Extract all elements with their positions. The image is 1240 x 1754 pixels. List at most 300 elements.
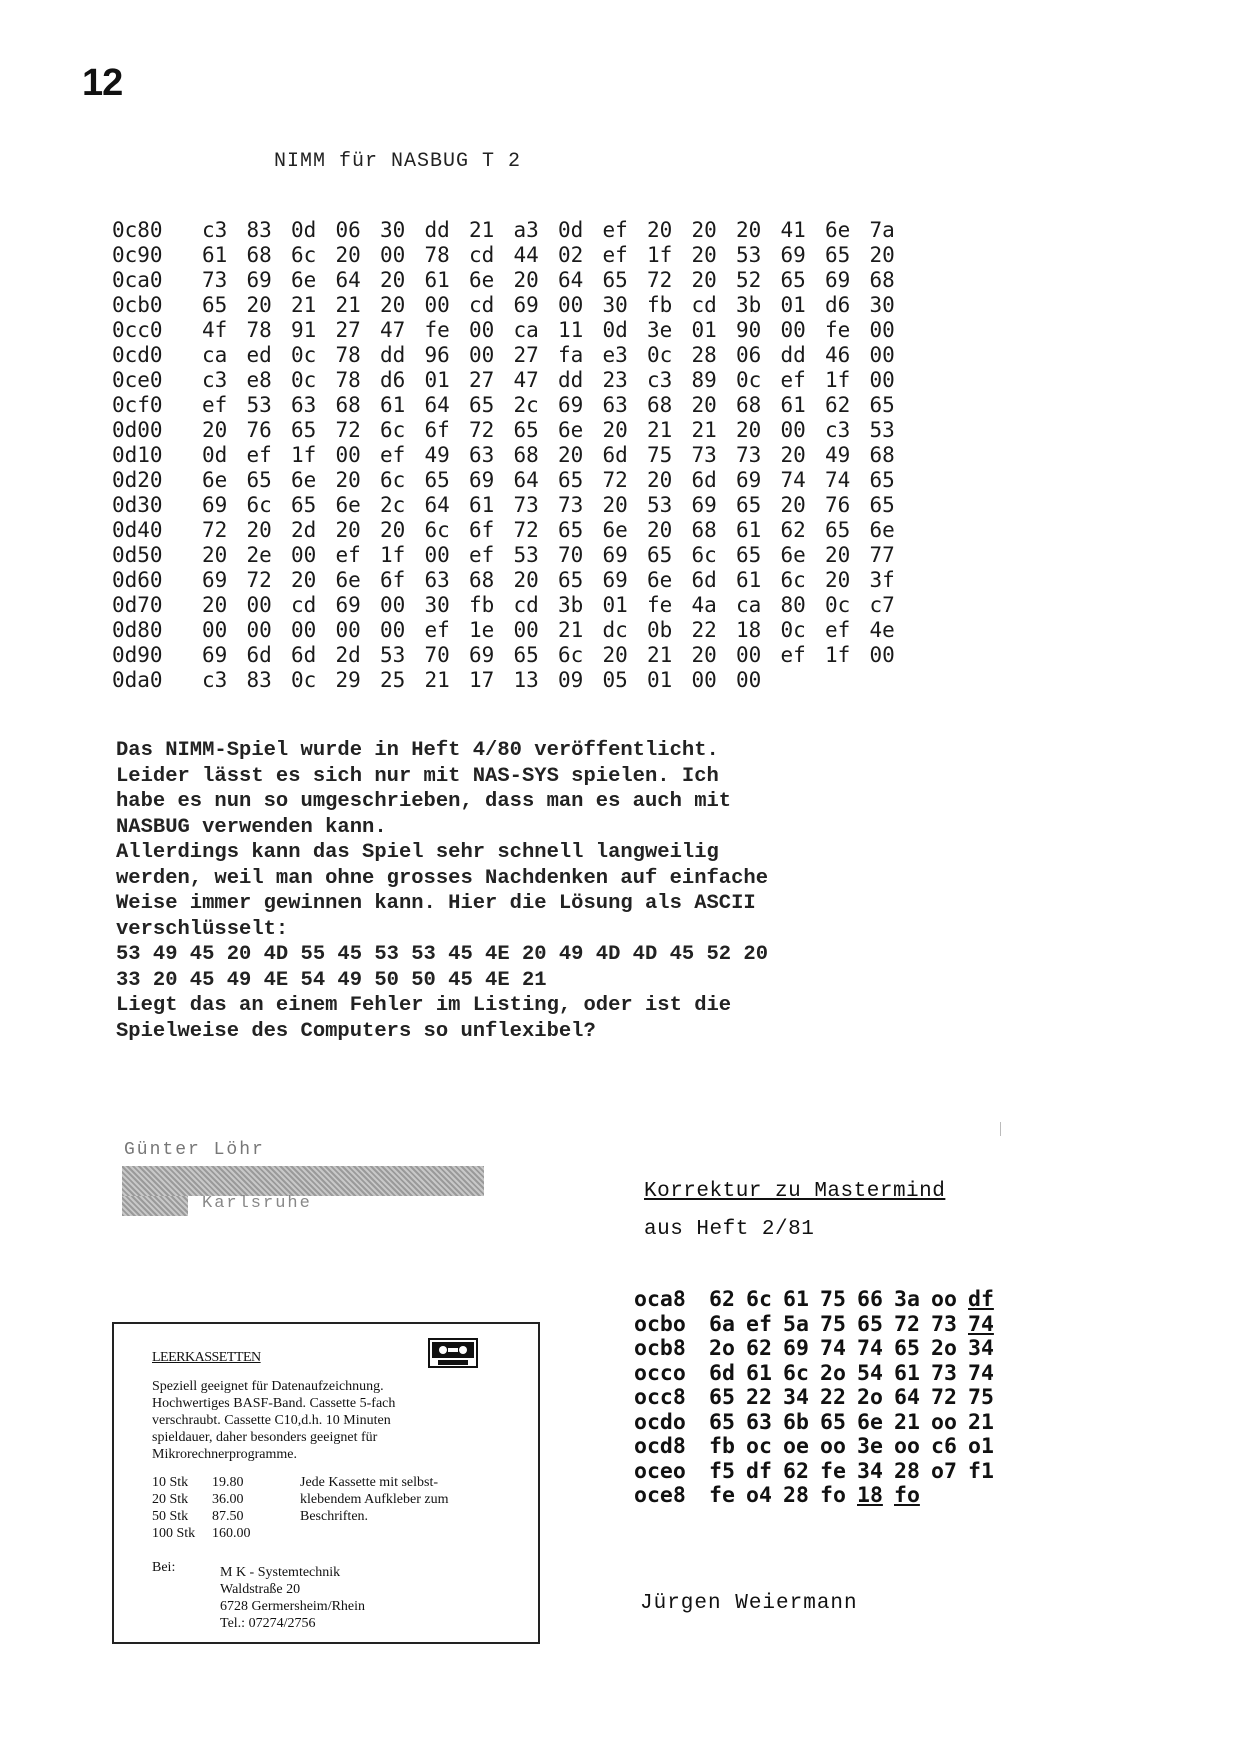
hex-byte: 20 bbox=[691, 268, 717, 292]
mastermind-subtitle: aus Heft 2/81 bbox=[644, 1218, 815, 1241]
ad-desc-line: verschraubt. Cassette C10,d.h. 10 Minuten bbox=[152, 1413, 391, 1428]
hex-byte: 78 bbox=[335, 343, 361, 367]
hex-byte: 70 bbox=[424, 643, 450, 667]
hex-byte: 69 bbox=[825, 268, 851, 292]
hex-byte: 64 bbox=[335, 268, 361, 292]
korr-byte: 75 bbox=[968, 1385, 994, 1410]
hex-byte: 6d bbox=[691, 568, 717, 592]
price-value: 87.50 bbox=[212, 1509, 244, 1524]
hex-byte: 65 bbox=[780, 268, 806, 292]
korr-row bbox=[634, 1435, 1005, 1460]
hex-byte: 20 bbox=[647, 518, 673, 542]
hex-row bbox=[112, 393, 914, 418]
korr-byte: oo bbox=[820, 1434, 846, 1459]
hex-byte: 0c bbox=[825, 593, 851, 617]
hex-byte: 6c bbox=[380, 418, 406, 442]
hex-byte: 6c bbox=[246, 493, 272, 517]
hex-byte: 09 bbox=[558, 668, 584, 692]
hex-address: 0d70 bbox=[112, 593, 163, 617]
hex-byte: 00 bbox=[736, 643, 762, 667]
hex-byte: 6c bbox=[380, 468, 406, 492]
hex-byte: 62 bbox=[780, 518, 806, 542]
hex-row bbox=[112, 318, 914, 343]
hex-byte: 0d bbox=[602, 318, 628, 342]
hex-byte: 65 bbox=[558, 568, 584, 592]
hex-address: 0d80 bbox=[112, 618, 163, 642]
hex-byte: 61 bbox=[380, 393, 406, 417]
hex-byte: 78 bbox=[424, 243, 450, 267]
price-row bbox=[152, 1474, 272, 1491]
hex-byte: 80 bbox=[780, 593, 806, 617]
ad-address-line: M K - Systemtechnik bbox=[220, 1565, 341, 1580]
korr-byte: 2o bbox=[857, 1385, 883, 1410]
hex-byte: 01 bbox=[602, 593, 628, 617]
text-line: Spielweise des Computers so unflexibel? bbox=[116, 1019, 596, 1043]
hex-byte: 2d bbox=[335, 643, 361, 667]
hex-byte: 72 bbox=[246, 568, 272, 592]
hex-byte: 20 bbox=[780, 493, 806, 517]
text-line: 33 20 45 49 4E 54 49 50 50 45 4E 21 bbox=[116, 968, 547, 992]
hex-byte: 27 bbox=[335, 318, 361, 342]
hex-byte: 20 bbox=[869, 243, 895, 267]
hex-byte: dd bbox=[424, 218, 450, 242]
hex-row bbox=[112, 593, 914, 618]
hex-byte: 61 bbox=[469, 493, 495, 517]
hex-byte: 3f bbox=[869, 568, 895, 592]
hex-byte: 73 bbox=[691, 443, 717, 467]
hex-byte: 61 bbox=[424, 268, 450, 292]
hex-byte: 11 bbox=[558, 318, 584, 342]
hex-byte: 68 bbox=[736, 393, 762, 417]
hex-byte: 21 bbox=[291, 293, 317, 317]
korr-byte: 61 bbox=[746, 1360, 772, 1386]
hex-byte: 53 bbox=[380, 643, 406, 667]
ad-address-line: Waldstraße 20 bbox=[220, 1582, 301, 1597]
korr-byte: f1 bbox=[968, 1458, 994, 1484]
korr-byte: 22 bbox=[820, 1385, 846, 1410]
korr-byte: 74 bbox=[968, 1311, 994, 1337]
hex-byte: 68 bbox=[869, 268, 895, 292]
hex-byte: 47 bbox=[513, 368, 539, 392]
hex-byte: 00 bbox=[869, 343, 895, 367]
korr-byte: fe bbox=[820, 1458, 846, 1484]
hex-row bbox=[112, 468, 914, 493]
hex-byte: 65 bbox=[558, 518, 584, 542]
korr-address: oca8 bbox=[634, 1287, 686, 1312]
ad-address bbox=[220, 1564, 365, 1632]
hex-byte: 69 bbox=[202, 493, 228, 517]
hex-address: 0c80 bbox=[112, 218, 163, 242]
hex-byte: ca bbox=[736, 593, 762, 617]
hex-byte: 00 bbox=[513, 618, 539, 642]
hex-byte: 20 bbox=[647, 218, 673, 242]
hex-byte: 20 bbox=[691, 643, 717, 667]
hex-byte: 0c bbox=[291, 668, 317, 692]
hex-byte: 73 bbox=[202, 268, 228, 292]
hex-byte: c3 bbox=[825, 418, 851, 442]
hex-byte: 00 bbox=[291, 543, 317, 567]
hex-byte: 00 bbox=[469, 318, 495, 342]
hex-byte: 00 bbox=[380, 593, 406, 617]
hex-byte: 1f bbox=[647, 243, 673, 267]
price-value: 19.80 bbox=[212, 1475, 244, 1490]
hex-byte: 0d bbox=[202, 443, 228, 467]
korr-byte: 74 bbox=[968, 1360, 994, 1386]
hex-byte: 69 bbox=[602, 543, 628, 567]
hex-byte: 20 bbox=[691, 243, 717, 267]
mastermind-hex-listing bbox=[634, 1288, 1005, 1509]
hex-byte: 29 bbox=[335, 668, 361, 692]
hex-byte: 69 bbox=[469, 643, 495, 667]
hex-byte: 6f bbox=[469, 518, 495, 542]
hex-byte: 47 bbox=[380, 318, 406, 342]
hex-byte: 68 bbox=[246, 243, 272, 267]
hex-byte: 6e bbox=[558, 418, 584, 442]
korr-byte: 61 bbox=[783, 1287, 809, 1312]
hex-byte: fe bbox=[424, 318, 450, 342]
hex-byte: 3e bbox=[647, 318, 673, 342]
hex-byte: ca bbox=[513, 318, 539, 342]
hex-byte: 00 bbox=[246, 593, 272, 617]
hex-byte: 61 bbox=[202, 243, 228, 267]
korr-byte: 72 bbox=[931, 1385, 957, 1410]
hex-byte: 73 bbox=[513, 493, 539, 517]
hex-byte: 05 bbox=[602, 668, 628, 692]
hex-byte: cd bbox=[691, 293, 717, 317]
hex-byte: 65 bbox=[647, 543, 673, 567]
hex-byte: 65 bbox=[291, 418, 317, 442]
hex-address: 0c90 bbox=[112, 243, 163, 267]
price-qty: 20 Stk bbox=[152, 1492, 189, 1507]
hex-byte: 20 bbox=[335, 468, 361, 492]
korr-byte: 65 bbox=[894, 1336, 920, 1361]
korr-byte: 62 bbox=[783, 1458, 809, 1484]
hex-byte: 52 bbox=[736, 268, 762, 292]
hex-row bbox=[112, 568, 914, 593]
korr-byte: 65 bbox=[857, 1311, 883, 1337]
korr-byte: oo bbox=[894, 1434, 920, 1459]
hex-byte: 90 bbox=[736, 318, 762, 342]
ad-description bbox=[152, 1378, 532, 1463]
korr-byte: 75 bbox=[820, 1287, 846, 1312]
hex-byte: 21 bbox=[558, 618, 584, 642]
ad-note bbox=[300, 1474, 449, 1525]
korr-row bbox=[634, 1386, 1005, 1411]
hex-address: 0cc0 bbox=[112, 318, 163, 342]
hex-byte: e8 bbox=[246, 368, 272, 392]
hex-byte: 65 bbox=[291, 493, 317, 517]
hex-byte: cd bbox=[291, 593, 317, 617]
hex-byte: 69 bbox=[202, 568, 228, 592]
korr-byte: 73 bbox=[931, 1311, 957, 1337]
hex-byte: 27 bbox=[469, 368, 495, 392]
text-line: Leider lässt es sich nur mit NAS-SYS spielen. Ich bbox=[116, 764, 719, 788]
korr-byte: 62 bbox=[746, 1336, 772, 1361]
nimm-title: NIMM für NASBUG T 2 bbox=[274, 150, 522, 173]
hex-byte: d6 bbox=[825, 293, 851, 317]
hex-byte: 74 bbox=[825, 468, 851, 492]
mastermind-title: Korrektur zu Mastermind bbox=[644, 1180, 946, 1203]
korr-byte: o4 bbox=[746, 1483, 772, 1508]
korr-byte: c6 bbox=[931, 1434, 957, 1459]
hex-byte: ef bbox=[780, 643, 806, 667]
hex-row bbox=[112, 543, 914, 568]
price-value: 36.00 bbox=[212, 1492, 244, 1507]
hex-byte: 20 bbox=[736, 218, 762, 242]
hex-byte: 6e bbox=[291, 268, 317, 292]
hex-byte: 65 bbox=[869, 393, 895, 417]
hex-byte: 20 bbox=[513, 268, 539, 292]
hex-byte: ef bbox=[335, 543, 361, 567]
hex-address: 0d40 bbox=[112, 518, 163, 542]
hex-byte: 75 bbox=[647, 443, 673, 467]
redaction-bar bbox=[122, 1166, 484, 1196]
hex-byte: 20 bbox=[647, 468, 673, 492]
korr-byte: 72 bbox=[894, 1311, 920, 1337]
hex-byte: 83 bbox=[246, 668, 272, 692]
hex-byte: ca bbox=[202, 343, 228, 367]
korr-byte: o1 bbox=[968, 1434, 994, 1459]
korr-byte: df bbox=[746, 1458, 772, 1484]
hex-byte: 69 bbox=[202, 643, 228, 667]
hex-byte: 6d bbox=[246, 643, 272, 667]
hex-byte: 20 bbox=[825, 543, 851, 567]
hex-byte: 21 bbox=[647, 418, 673, 442]
hex-address: 0cd0 bbox=[112, 343, 163, 367]
hex-byte: c3 bbox=[202, 368, 228, 392]
hex-byte: ef bbox=[825, 618, 851, 642]
korr-byte: 61 bbox=[894, 1360, 920, 1386]
hex-byte: 13 bbox=[513, 668, 539, 692]
hex-byte: 64 bbox=[513, 468, 539, 492]
korr-address: oceo bbox=[634, 1458, 686, 1484]
hex-byte: 53 bbox=[513, 543, 539, 567]
hex-byte: 69 bbox=[558, 393, 584, 417]
hex-byte: 00 bbox=[291, 618, 317, 642]
hex-byte: ef bbox=[380, 443, 406, 467]
hex-byte: 68 bbox=[335, 393, 361, 417]
hex-byte: 89 bbox=[691, 368, 717, 392]
hex-byte: 65 bbox=[246, 468, 272, 492]
korr-address: occo bbox=[634, 1360, 686, 1386]
hex-byte: 00 bbox=[424, 293, 450, 317]
nimm-author-city: Karlsruhe bbox=[202, 1194, 312, 1213]
hex-byte: 6e bbox=[291, 468, 317, 492]
hex-byte: dd bbox=[558, 368, 584, 392]
korr-byte: fo bbox=[894, 1483, 920, 1508]
hex-byte: 20 bbox=[602, 643, 628, 667]
hex-byte: 1f bbox=[825, 368, 851, 392]
hex-row bbox=[112, 243, 914, 268]
korr-byte: 64 bbox=[894, 1385, 920, 1410]
korr-byte: oo bbox=[931, 1287, 957, 1312]
hex-byte: 0c bbox=[736, 368, 762, 392]
hex-byte: a3 bbox=[513, 218, 539, 242]
hex-byte: 69 bbox=[602, 568, 628, 592]
ad-title: LEERKASSETTEN bbox=[152, 1350, 261, 1365]
hex-byte: 6c bbox=[558, 643, 584, 667]
hex-byte: ef bbox=[246, 443, 272, 467]
hex-byte: 44 bbox=[513, 243, 539, 267]
korr-byte: 28 bbox=[894, 1458, 920, 1484]
nimm-author-name: Günter Löhr bbox=[124, 1140, 265, 1160]
korr-byte: oo bbox=[931, 1409, 957, 1435]
hex-byte: 00 bbox=[558, 293, 584, 317]
hex-row bbox=[112, 493, 914, 518]
hex-byte: 6d bbox=[691, 468, 717, 492]
hex-byte: 53 bbox=[736, 243, 762, 267]
hex-byte: 53 bbox=[869, 418, 895, 442]
hex-byte: 20 bbox=[691, 218, 717, 242]
hex-byte: 4a bbox=[691, 593, 717, 617]
hex-byte: cd bbox=[513, 593, 539, 617]
hex-byte: 00 bbox=[736, 668, 762, 692]
hex-byte: 96 bbox=[424, 343, 450, 367]
hex-byte: 77 bbox=[869, 543, 895, 567]
hex-byte: 69 bbox=[469, 468, 495, 492]
hex-address: 0cb0 bbox=[112, 293, 163, 317]
hex-byte: 00 bbox=[869, 643, 895, 667]
korr-byte: 74 bbox=[820, 1336, 846, 1361]
hex-byte: 20 bbox=[825, 568, 851, 592]
hex-byte: 00 bbox=[780, 318, 806, 342]
hex-byte: dc bbox=[602, 618, 628, 642]
korr-byte: 75 bbox=[820, 1311, 846, 1337]
hex-byte: 49 bbox=[825, 443, 851, 467]
hex-byte: 6c bbox=[291, 243, 317, 267]
ad-desc-line: Speziell geeignet für Datenaufzeichnung. bbox=[152, 1379, 384, 1394]
korr-byte: fb bbox=[709, 1434, 735, 1459]
hex-byte: 21 bbox=[647, 643, 673, 667]
hex-byte: ef bbox=[780, 368, 806, 392]
hex-address: 0d10 bbox=[112, 443, 163, 467]
hex-row bbox=[112, 618, 914, 643]
hex-byte: 6e bbox=[647, 568, 673, 592]
hex-byte: dd bbox=[780, 343, 806, 367]
hex-byte: 06 bbox=[335, 218, 361, 242]
hex-byte: 65 bbox=[825, 243, 851, 267]
hex-byte: 70 bbox=[558, 543, 584, 567]
hex-byte: 1f bbox=[825, 643, 851, 667]
hex-byte: 78 bbox=[335, 368, 361, 392]
hex-byte: 65 bbox=[602, 268, 628, 292]
hex-row bbox=[112, 518, 914, 543]
cassette-icon bbox=[428, 1338, 478, 1368]
hex-byte: ed bbox=[246, 343, 272, 367]
hex-byte: 72 bbox=[469, 418, 495, 442]
margin-mark bbox=[1000, 1122, 1001, 1136]
korr-byte: f5 bbox=[709, 1458, 735, 1484]
hex-byte: 20 bbox=[202, 593, 228, 617]
korr-row bbox=[634, 1337, 1005, 1362]
hex-byte: fe bbox=[647, 593, 673, 617]
hex-byte: 20 bbox=[246, 293, 272, 317]
korr-byte: oe bbox=[783, 1434, 809, 1459]
korr-byte: 2o bbox=[820, 1360, 846, 1386]
hex-byte: 20 bbox=[202, 418, 228, 442]
hex-byte: fa bbox=[558, 343, 584, 367]
hex-byte: fb bbox=[647, 293, 673, 317]
hex-byte: 20 bbox=[246, 518, 272, 542]
hex-byte: 68 bbox=[469, 568, 495, 592]
hex-byte: 20 bbox=[380, 518, 406, 542]
hex-byte: 00 bbox=[424, 543, 450, 567]
hex-byte: 61 bbox=[736, 518, 762, 542]
hex-byte: 64 bbox=[424, 393, 450, 417]
hex-byte: 30 bbox=[424, 593, 450, 617]
korr-byte: oc bbox=[746, 1434, 772, 1459]
hex-row bbox=[112, 668, 914, 693]
nimm-article-text bbox=[116, 738, 768, 1044]
hex-byte: ef bbox=[469, 543, 495, 567]
hex-byte: 46 bbox=[825, 343, 851, 367]
ad-address-line: 6728 Germersheim/Rhein bbox=[220, 1599, 366, 1614]
korr-byte: 2o bbox=[931, 1336, 957, 1361]
korr-address: ocbo bbox=[634, 1311, 686, 1337]
hex-row bbox=[112, 368, 914, 393]
hex-byte: 65 bbox=[558, 468, 584, 492]
hex-byte: 2c bbox=[380, 493, 406, 517]
hex-byte: 73 bbox=[736, 443, 762, 467]
korr-byte: 34 bbox=[783, 1385, 809, 1410]
hex-byte: 65 bbox=[736, 543, 762, 567]
hex-byte: 68 bbox=[691, 518, 717, 542]
hex-byte: 41 bbox=[780, 218, 806, 242]
korr-byte: 73 bbox=[931, 1360, 957, 1386]
hex-byte: 62 bbox=[825, 393, 851, 417]
hex-byte: 20 bbox=[335, 518, 361, 542]
hex-byte: 22 bbox=[691, 618, 717, 642]
ad-note-line: klebendem Aufkleber zum bbox=[300, 1492, 449, 1507]
hex-byte: 21 bbox=[424, 668, 450, 692]
hex-byte: 69 bbox=[246, 268, 272, 292]
hex-byte: 21 bbox=[335, 293, 361, 317]
korr-byte: 6c bbox=[746, 1287, 772, 1312]
hex-byte: 3b bbox=[558, 593, 584, 617]
ad-desc-line: Mikrorechnerprogramme. bbox=[152, 1447, 297, 1462]
korr-byte: 21 bbox=[968, 1409, 994, 1435]
hex-byte: 53 bbox=[647, 493, 673, 517]
korr-byte: 18 bbox=[857, 1483, 883, 1508]
hex-byte: c3 bbox=[647, 368, 673, 392]
korr-address: ocdo bbox=[634, 1409, 686, 1435]
korr-byte: 34 bbox=[857, 1458, 883, 1484]
hex-byte: 20 bbox=[291, 568, 317, 592]
price-row bbox=[152, 1491, 272, 1508]
hex-address: 0d60 bbox=[112, 568, 163, 592]
hex-byte: 21 bbox=[691, 418, 717, 442]
korr-byte: 63 bbox=[746, 1409, 772, 1435]
hex-byte: 65 bbox=[869, 493, 895, 517]
hex-byte: 0d bbox=[558, 218, 584, 242]
korr-byte: 54 bbox=[857, 1360, 883, 1386]
korr-row bbox=[634, 1313, 1005, 1338]
hex-byte: 72 bbox=[647, 268, 673, 292]
hex-byte: 63 bbox=[291, 393, 317, 417]
hex-byte: 69 bbox=[513, 293, 539, 317]
korr-byte: 3a bbox=[894, 1287, 920, 1312]
korr-row bbox=[634, 1288, 1005, 1313]
hex-byte: 64 bbox=[558, 268, 584, 292]
hex-byte: 20 bbox=[380, 268, 406, 292]
hex-byte: c3 bbox=[202, 218, 228, 242]
price-row bbox=[152, 1525, 272, 1542]
hex-address: 0d00 bbox=[112, 418, 163, 442]
hex-byte: 20 bbox=[780, 443, 806, 467]
korr-address: occ8 bbox=[634, 1385, 686, 1410]
hex-byte: cd bbox=[469, 243, 495, 267]
hex-byte: 0c bbox=[291, 368, 317, 392]
